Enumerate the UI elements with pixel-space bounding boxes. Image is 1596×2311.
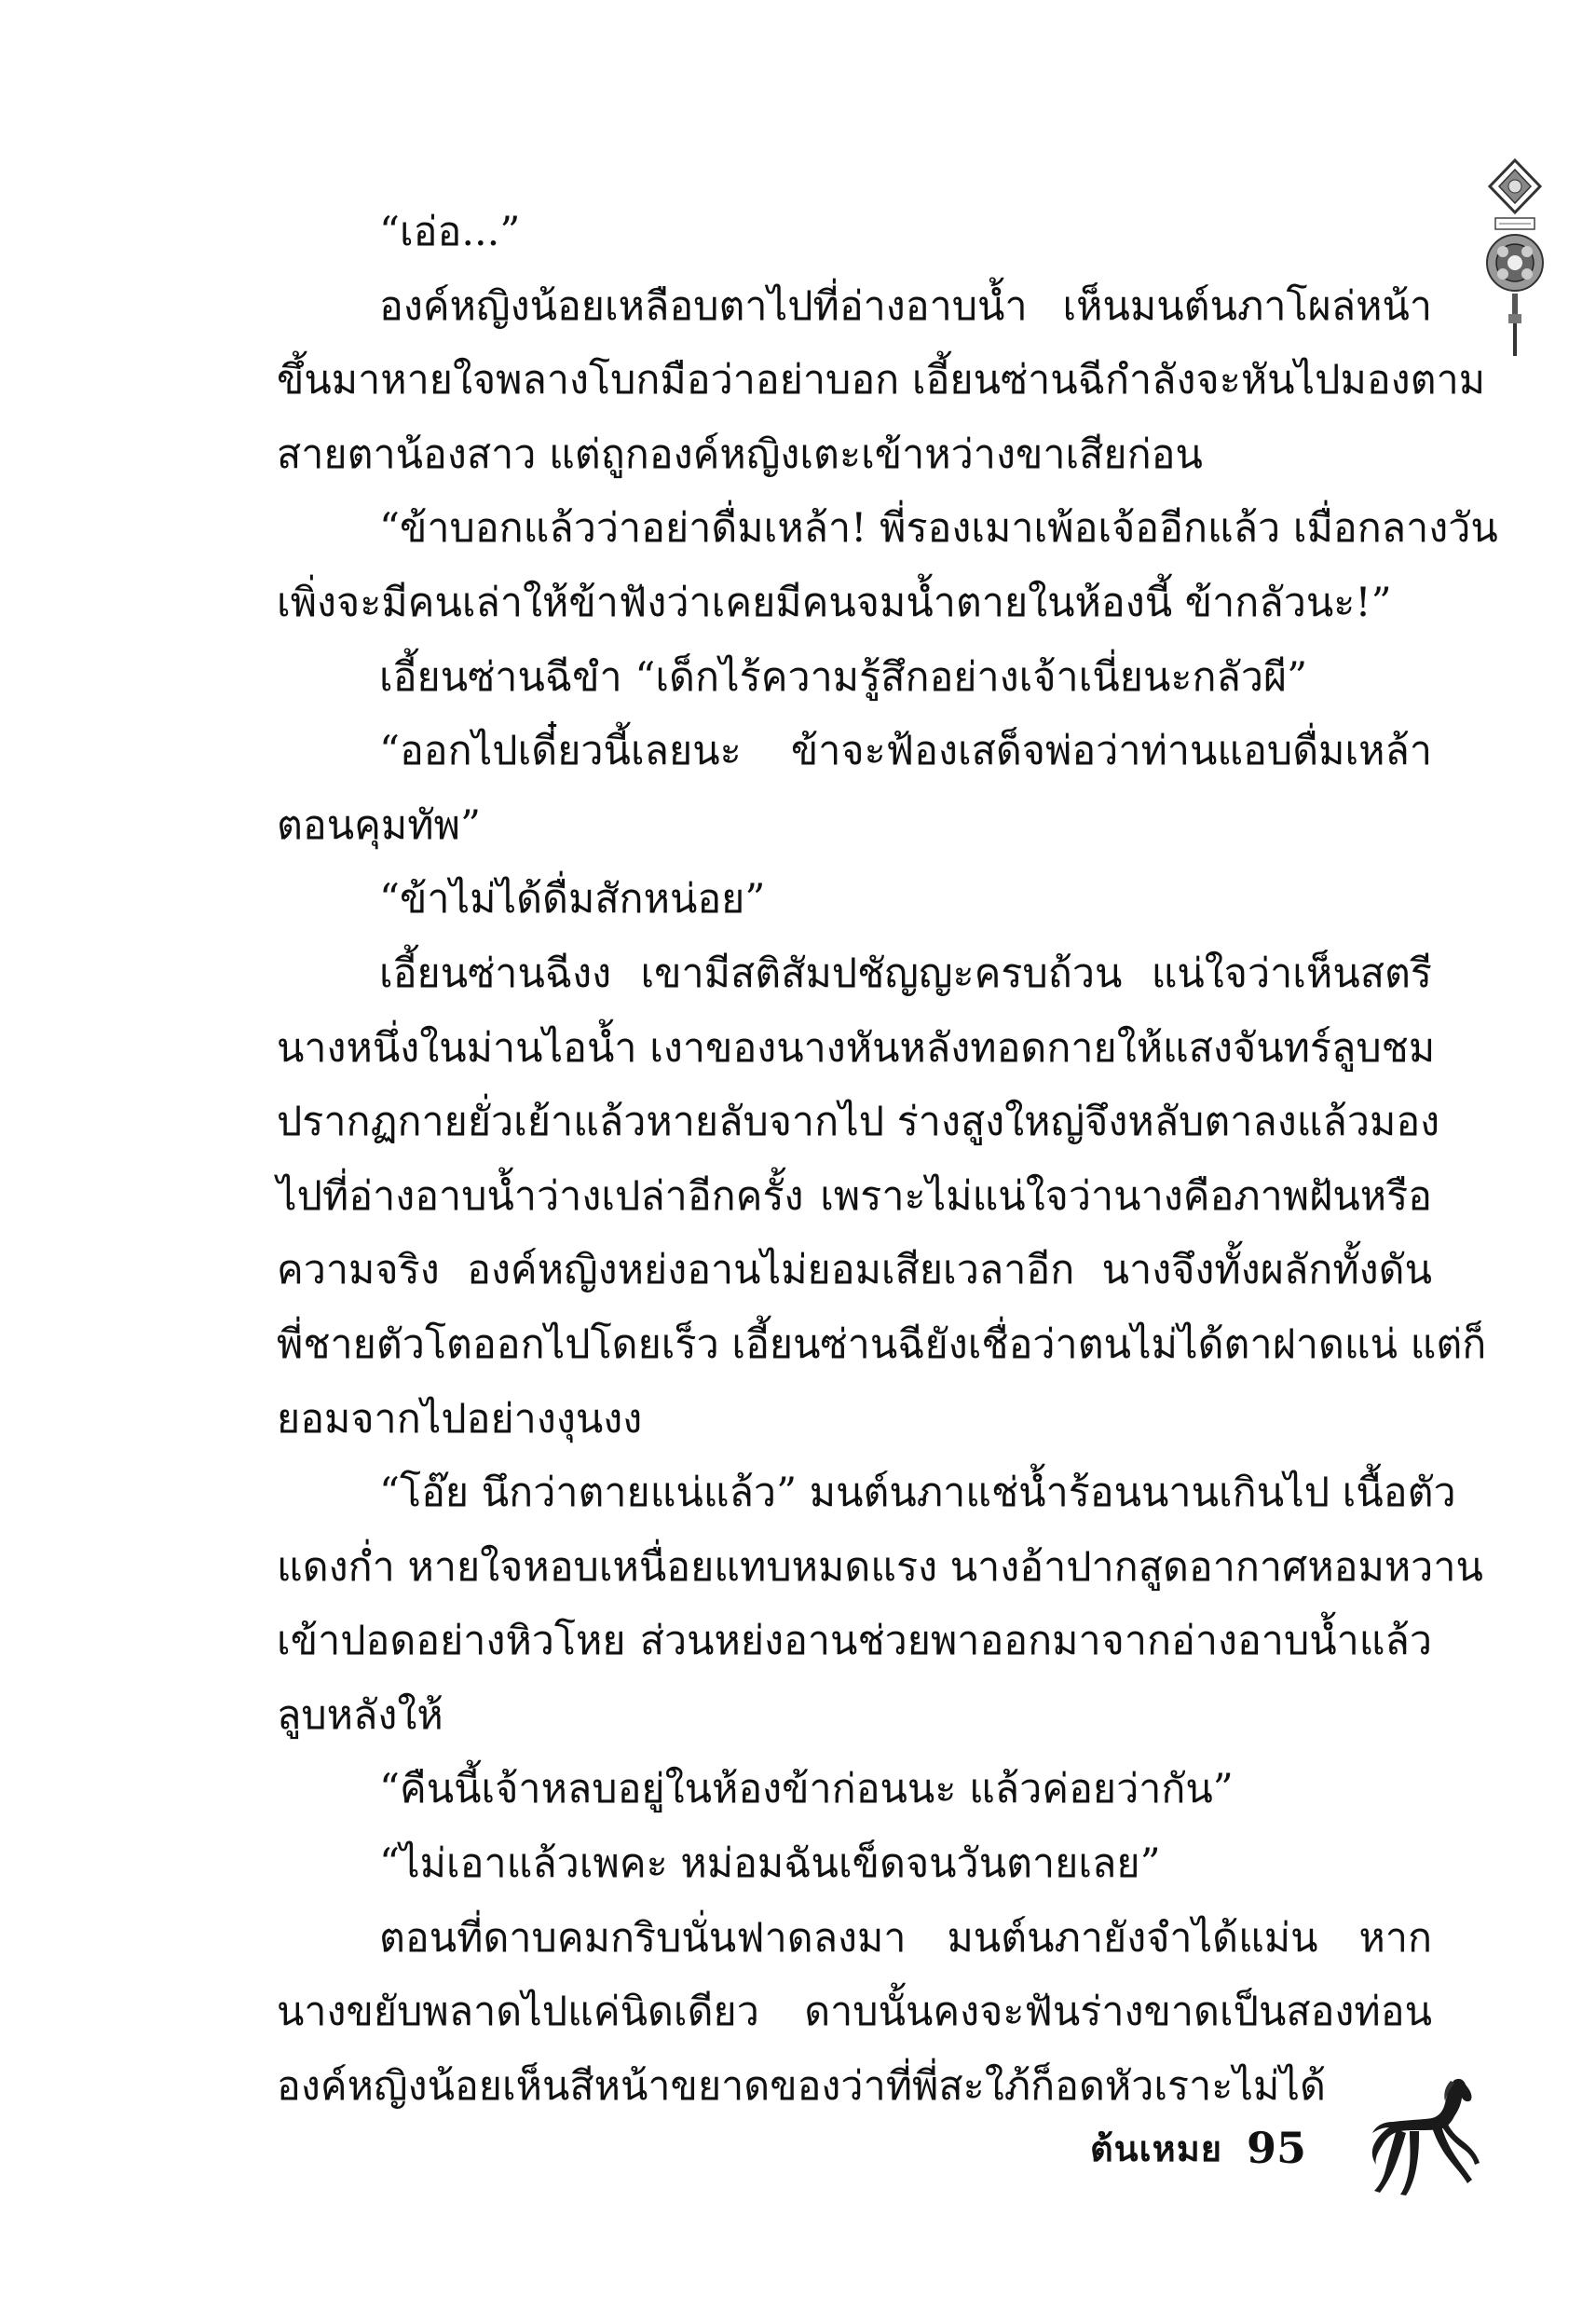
text-line: ตอนคุมทัพ”	[277, 801, 481, 849]
text-line: “ข้าบอกแล้วว่าอย่าดื่มเหล้า! พี่รองเมาเพ้อเจ้ออีกแล้ว เมื่อกลางวัน	[379, 505, 1498, 553]
text-line: เอี้ยนซ่านฉีขำ “เด็กไร้ความรู้สึกอย่างเจ้าเนี่ยนะกลัวผี”	[379, 653, 1308, 701]
text-line: “คืนนี้เจ้าหลบอยู่ในห้องข้าก่อนนะ แล้วค่อยว่ากัน”	[379, 1766, 1234, 1813]
page-number: 95	[1247, 2123, 1307, 2173]
horse-icon	[1365, 2073, 1481, 2199]
text-line: สายตาน้องสาว แต่ถูกองค์หญิงเตะเข้าหว่างขาเสียก่อน	[277, 431, 1203, 478]
text-line: นางขยับพลาดไปแค่นิดเดียว ดาบนั้นคงจะฟันร่างขาดเป็นสองท่อน	[277, 1989, 1432, 2036]
page-footer	[1090, 2115, 1306, 2181]
text-line: ไปที่อ่างอาบน้ำว่างเปล่าอีกครั้ง เพราะไม่แน่ใจว่านางคือภาพฝันหรือ	[277, 1172, 1432, 1220]
text-line: “ไม่เอาแล้วเพคะ หม่อมฉันเข็ดจนวันตายเลย”	[379, 1840, 1161, 1888]
text-line: ปรากฏกายยั่วเย้าแล้วหายลับจากไป ร่างสูงใหญ่จึงหลับตาลงแล้วมอง	[277, 1099, 1440, 1146]
text-line: ความจริง องค์หญิงหย่งอานไม่ยอมเสียเวลาอีก นางจึงทั้งผลักทั้งดัน	[277, 1247, 1432, 1294]
text-line: ขึ้นมาหายใจพลางโบกมือว่าอย่าบอก เอี้ยนซ่านฉีกำลังจะหันไปมองตาม	[277, 357, 1486, 404]
text-line: ยอมจากไปอย่างงุนงง	[277, 1395, 643, 1443]
body-text	[277, 196, 1498, 2124]
text-line: เพิ่งจะมีคนเล่าให้ข้าฟังว่าเคยมีคนจมน้ำตายในห้องนี้ ข้ากลัวนะ!”	[277, 579, 1392, 626]
text-line: ตอนที่ดาบคมกริบนั่นฟาดลงมา มนต์นภายังจำได้แม่น หาก	[379, 1914, 1432, 1962]
text-line: “เอ่อ...”	[379, 209, 521, 255]
text-line: ลูบหลังให้	[277, 1691, 443, 1739]
decorative-ornament-icon	[1482, 158, 1548, 363]
author-name: ต้นเหมย	[1090, 2127, 1223, 2169]
text-line: เอี้ยนซ่านฉีงง เขามีสติสัมปชัญญะครบถ้วน แน่ใจว่าเห็นสตรี	[379, 950, 1432, 997]
text-line: นางหนึ่งในม่านไอน้ำ เงาของนางหันหลังทอดกายให้แสงจันทร์ลูบชม	[277, 1024, 1436, 1072]
text-line: “ออกไปเดี๋ยวนี้เลยนะ ข้าจะฟ้องเสด็จพ่อว่าท่านแอบดื่มเหล้า	[379, 728, 1432, 775]
text-line: “ข้าไม่ได้ดื่มสักหน่อย”	[379, 876, 766, 923]
text-line: แดงก่ำ หายใจหอบเหนื่อยแทบหมดแรง นางอ้าปากสูดอากาศหอมหวาน	[277, 1543, 1483, 1591]
text-line: องค์หญิงน้อยเหลือบตาไปที่อ่างอาบน้ำ เห็นมนต์นภาโผล่หน้า	[379, 282, 1432, 330]
text-line: เข้าปอดอย่างหิวโหย ส่วนหย่งอานช่วยพาออกมาจากอ่างอาบน้ำแล้ว	[277, 1618, 1432, 1665]
text-line: องค์หญิงน้อยเห็นสีหน้าขยาดของว่าที่พี่สะใภ้ก็อดหัวเราะไม่ได้	[277, 2062, 1326, 2110]
text-line: “โอ๊ย นึกว่าตายแน่แล้ว” มนต์นภาแช่น้ำร้อนนานเกินไป เนื้อตัว	[379, 1470, 1456, 1517]
text-line: พี่ชายตัวโตออกไปโดยเร็ว เอี้ยนซ่านฉียังเชื่อว่าตนไม่ได้ตาฝาดแน่ แต่ก็	[277, 1320, 1487, 1368]
